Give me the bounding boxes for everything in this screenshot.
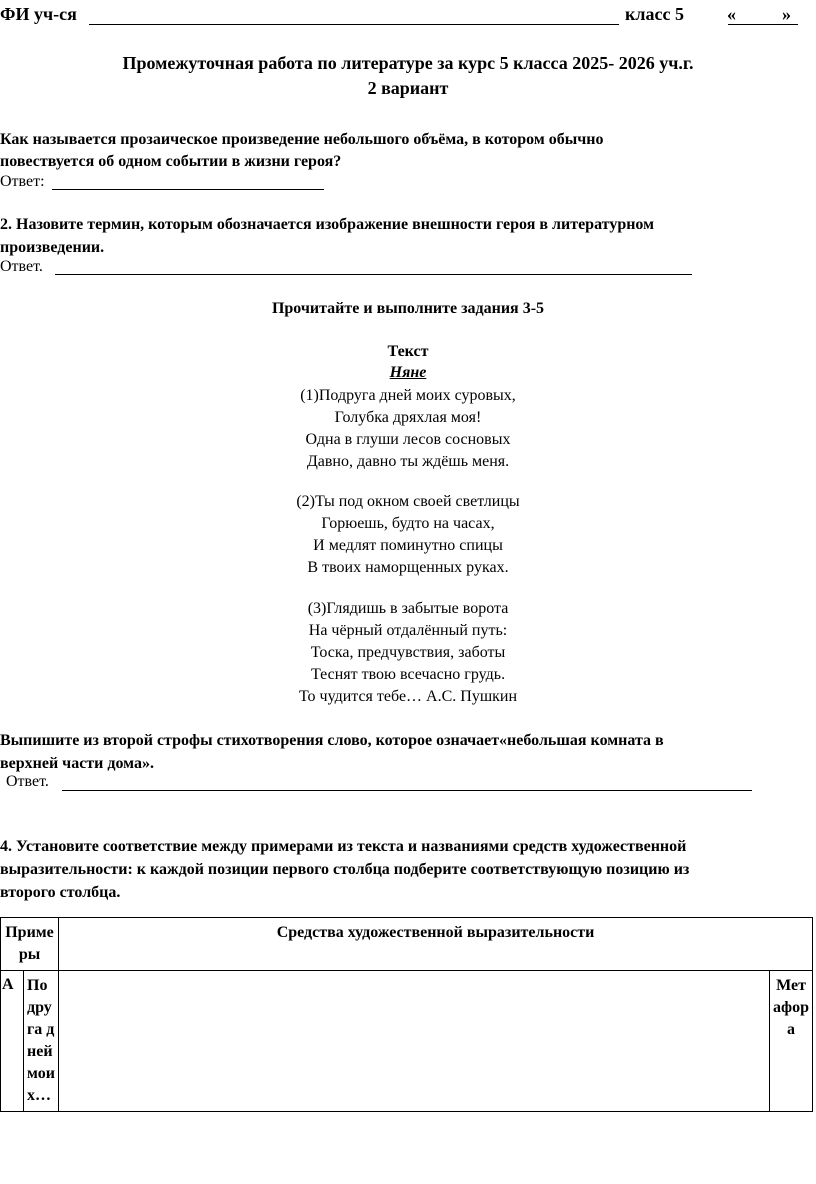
poem-line: В твоих наморщенных руках. [307,559,509,576]
poem-line-author: То чудится тебе… А.С. Пушкин [298,688,518,705]
poem-line: Тоска, предчувствия, заботы [310,644,506,661]
question-3-line-2: верхней части дома». [0,755,154,772]
question-2-answer-label: Ответ. [0,258,43,275]
poem-stanza-1 [0,385,816,473]
poem-line: (2)Ты под окном своей светлицы [296,493,520,510]
question-3-line-1: Выпишите из второй строфы стихотворения слово, которое означает«небольшая комната в [0,732,664,749]
table-header-devices: Средства художественной выразительности [59,918,813,971]
poem-line: Давно, давно ты ждёшь меня. [306,453,510,470]
student-name-line [89,24,619,25]
poem-line: Голубка дряхлая моя! [334,409,482,426]
poem-stanza-3 [0,598,816,708]
table-header-row [1,918,813,971]
poem-title: Няне [389,364,427,381]
table-row-empty [59,971,770,1112]
class-letter-field [727,4,791,25]
question-1-line-1: Как называется прозаическое произведение небольшого объёма, в котором обычно [0,131,604,148]
quote-close: » [782,4,791,24]
question-2-line-1: 2. Назовите термин, которым обозначается изображение внешности героя в литературном [0,216,655,233]
question-2-answer-line[interactable] [55,274,692,275]
question-1-answer-line[interactable] [52,189,324,190]
poem-line: Горюешь, будто на часах, [321,515,495,532]
table-header-examples: Примеры [1,918,59,971]
poem-line: Одна в глуши лесов сосновых [305,431,511,448]
instructions-heading: Прочитайте и выполните задания 3-5 [271,300,545,317]
poem-line: (3)Глядишь в забытые ворота [307,600,509,617]
table-row [1,971,813,1112]
table-row-letter: А [1,971,24,1112]
quote-open: « [727,4,736,24]
poem-line: И медлят поминутно спицы [313,537,503,554]
question-4-line-1: 4. Установите соответствие между примерами из текста и названиями средств художественной [0,838,687,855]
student-name-label: ФИ уч-ся [0,4,77,24]
matching-table [0,917,813,1112]
question-3-answer-label: Ответ. [6,773,49,790]
poem-heading: Текст [387,343,429,360]
page-title: Промежуточная работа по литературе за курс 5 класса 2025- 2026 уч.г. [122,53,694,73]
table-row-term: Метафора [770,971,813,1112]
poem-stanza-2 [0,491,816,579]
question-4-line-2: выразительности: к каждой позиции первого столбца подберите соответствующую позицию из [0,861,690,878]
question-1-answer-label: Ответ: [0,173,45,190]
question-1-line-2: повествуется об одном событии в жизни героя? [0,153,342,170]
table-row-example: Подруга дней моих… [24,971,59,1112]
question-2-line-2: произведении. [0,239,105,256]
variant-label: 2 вариант [367,78,449,98]
class-label: класс 5 [625,4,684,24]
poem-line: Теснят твою всечасно грудь. [310,666,506,683]
question-4-line-3: второго столбца. [0,884,121,901]
poem-line: (1)Подруга дней моих суровых, [300,387,516,404]
poem-line: На чёрный отдалённый путь: [308,622,508,639]
question-3-answer-line[interactable] [62,790,752,791]
class-letter-line [728,24,798,25]
